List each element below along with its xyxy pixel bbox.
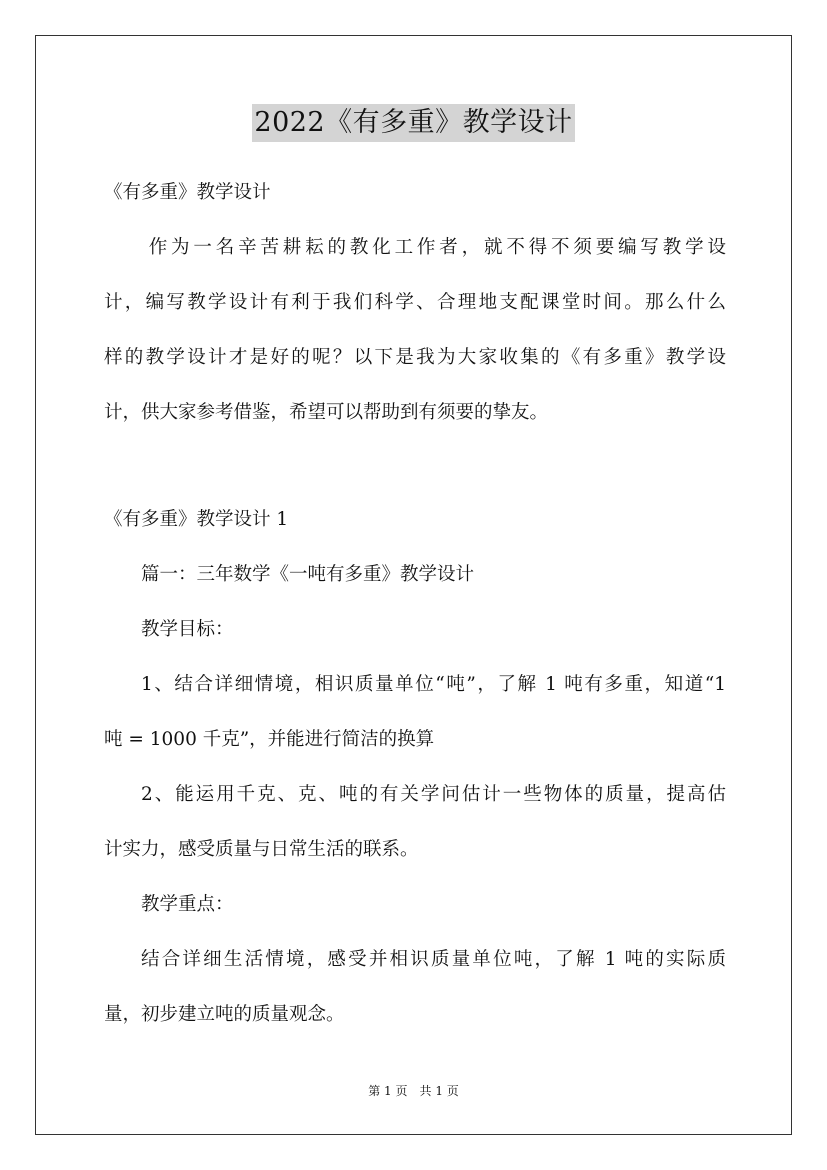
goals-label: 教学目标：	[141, 619, 234, 640]
section-heading: 《有多重》教学设计 1	[104, 509, 289, 530]
goal1-line-2: 吨 = 1000 千克”，并能进行简洁的换算	[104, 729, 435, 750]
focus-line-2: 量，初步建立吨的质量观念。	[104, 1004, 345, 1025]
intro-line-1: 作为一名辛苦耕耘的教化工作者，就不得不须要编写教学设	[104, 237, 726, 258]
intro-line-2: 计，编写教学设计有利于我们科学、合理地支配课堂时间。那么什么	[104, 292, 726, 313]
intro-line-4: 计，供大家参考借鉴，希望可以帮助到有须要的挚友。	[104, 402, 549, 423]
part-title: 篇一：三年数学《一吨有多重》教学设计	[141, 564, 475, 585]
goal2-line-2: 计实力，感受质量与日常生活的联系。	[104, 839, 419, 860]
document-title-wrap	[0, 104, 827, 142]
subtitle: 《有多重》教学设计	[104, 182, 271, 203]
focus-label: 教学重点：	[141, 894, 234, 915]
document-title: 2022《有多重》教学设计	[252, 104, 574, 142]
goal1-line-1: 1、结合详细情境，相识质量单位“吨”，了解 1 吨有多重，知道“1	[141, 674, 726, 695]
focus-line-1: 结合详细生活情境，感受并相识质量单位吨，了解 1 吨的实际质	[141, 949, 726, 970]
goal2-line-1: 2、能运用千克、克、吨的有关学问估计一些物体的质量，提高估	[141, 784, 726, 805]
intro-line-3: 样的教学设计才是好的呢？以下是我为大家收集的《有多重》教学设	[104, 347, 726, 368]
page-footer: 第 1 页 共 1 页	[368, 1084, 459, 1098]
